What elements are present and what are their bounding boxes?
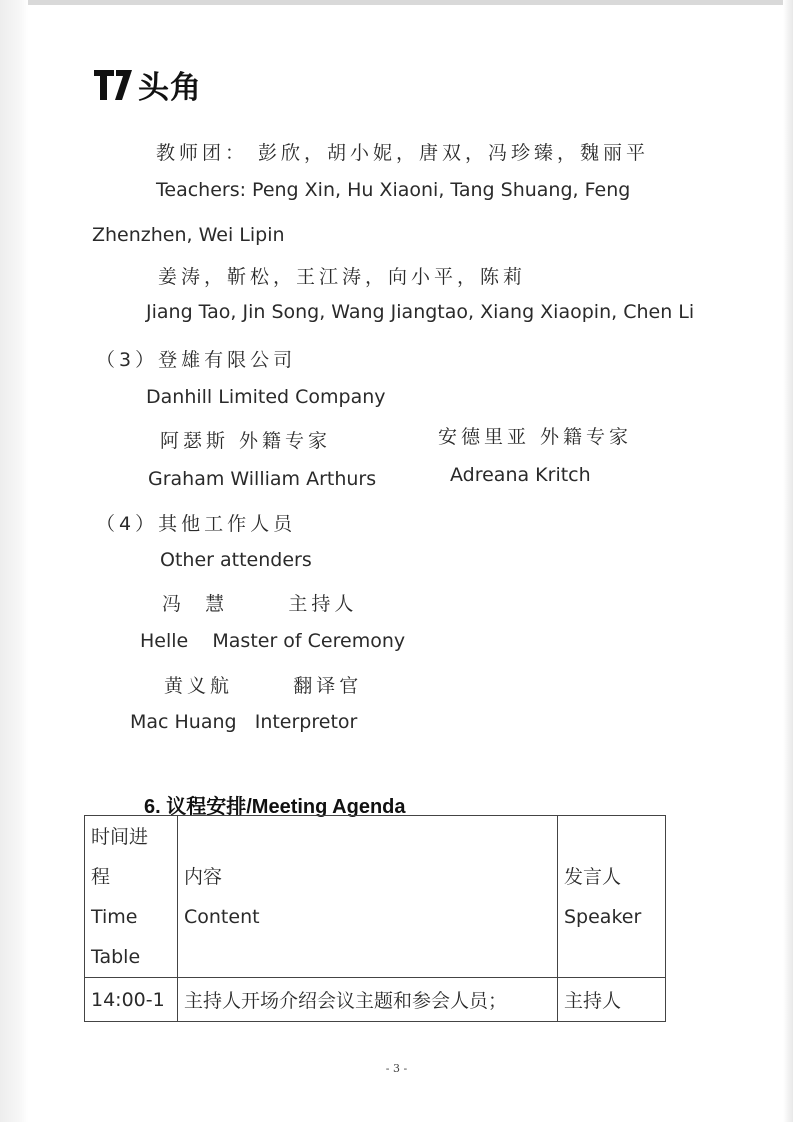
- company-name-en: Danhill Limited Company: [146, 386, 386, 408]
- table-row: [85, 978, 666, 1022]
- others-heading-en: Other attenders: [160, 549, 312, 571]
- scan-edge-left: [0, 0, 28, 1122]
- header-time-zh-2: 程: [91, 865, 111, 888]
- header-speaker-zh: 发言人: [564, 865, 622, 888]
- header-time-en-1: Time: [91, 905, 138, 928]
- header-speaker-en: Speaker: [564, 905, 642, 928]
- row-content: 主持人开场介绍会议主题和参会人员；: [178, 978, 558, 1022]
- page-number: - 3 -: [385, 1062, 408, 1075]
- teachers-en-line2: Zhenzhen, Wei Lipin: [92, 224, 285, 246]
- agenda-header-row: [85, 816, 666, 978]
- header-speaker-cell: [558, 816, 666, 978]
- expert1-en: Graham William Arthurs: [148, 468, 377, 490]
- teachers2-zh: 姜涛，靳松，王江涛，向小平，陈莉: [158, 266, 527, 288]
- teachers-en-line1: Teachers: Peng Xin, Hu Xiaoni, Tang Shuang, Feng: [156, 179, 631, 201]
- company-heading-zh: （3）登雄有限公司: [96, 349, 297, 371]
- header-content-cell: [178, 816, 558, 978]
- interpreter-en: Mac Huang Interpretor: [130, 711, 358, 733]
- expert1-zh: 阿瑟斯 外籍专家: [160, 430, 332, 452]
- scan-edge-top: [0, 0, 793, 5]
- mc-zh: 冯 慧 主持人: [162, 593, 358, 615]
- brand-logo: [92, 64, 202, 104]
- row-time: 14:00-1: [85, 978, 178, 1022]
- scan-edge-right: [783, 0, 793, 1122]
- row-speaker: 主持人: [558, 978, 666, 1022]
- expert2-zh: 安德里亚 外籍专家: [438, 426, 633, 448]
- agenda-heading: 6. 议程安排/Meeting Agenda: [144, 796, 406, 818]
- header-content-zh: 内容: [184, 865, 223, 888]
- teachers2-en: Jiang Tao, Jin Song, Wang Jiangtao, Xiang Xiaopin, Chen Li: [146, 301, 695, 323]
- teachers-zh: 教师团： 彭欣，胡小妮，唐双，冯珍臻，魏丽平: [156, 142, 650, 164]
- logo-text: 头角: [138, 69, 202, 106]
- agenda-table: [84, 815, 666, 1022]
- header-time-zh-1: 时间进: [91, 825, 149, 848]
- header-time-en-2: Table: [91, 945, 141, 968]
- header-content-en: Content: [184, 905, 260, 928]
- others-heading-zh: （4）其他工作人员: [96, 513, 297, 535]
- header-time-cell: [85, 816, 178, 978]
- expert2-en: Adreana Kritch: [450, 464, 591, 486]
- mc-en: Helle Master of Ceremony: [140, 630, 406, 652]
- interpreter-zh: 黄义航 翻译官: [164, 675, 363, 697]
- logo-mark-icon: [92, 66, 134, 102]
